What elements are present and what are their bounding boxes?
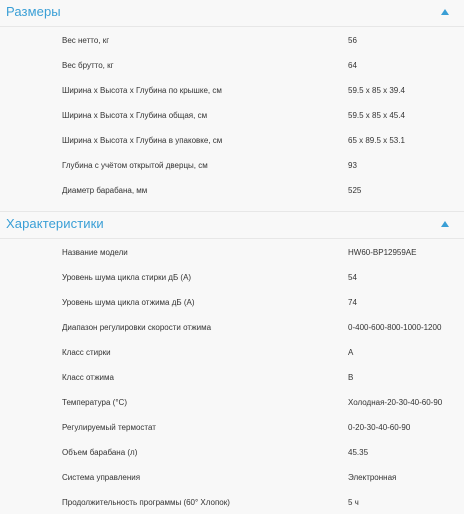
spec-row [0, 177, 464, 202]
spec-label: Продолжительность программы (60° Хлопок) [62, 498, 230, 507]
section-header-specs[interactable] [0, 211, 464, 239]
spec-row [0, 102, 464, 127]
spec-label: Вес брутто, кг [62, 61, 114, 70]
spec-value: Электронная [348, 473, 397, 482]
triangle-up-icon[interactable] [440, 7, 450, 17]
spec-value: 45.35 [348, 448, 369, 457]
spec-row [0, 152, 464, 177]
spec-row [0, 77, 464, 102]
spec-row [0, 127, 464, 152]
spec-row [0, 289, 464, 314]
spec-row [0, 489, 464, 514]
spec-row [0, 364, 464, 389]
spec-row [0, 339, 464, 364]
spec-label: Диапазон регулировки скорости отжима [62, 323, 212, 332]
spec-label: Диаметр барабана, мм [62, 186, 148, 195]
spec-value: A [348, 348, 354, 357]
triangle-up-icon[interactable] [440, 219, 450, 229]
spec-row [0, 464, 464, 489]
spec-label: Объем барабана (л) [62, 448, 138, 457]
spec-label: Система управления [62, 473, 141, 482]
spec-label: Температура (°C) [62, 398, 127, 407]
spec-label: Регулируемый термостат [62, 423, 156, 432]
spec-label: Ширина х Высота х Глубина в упаковке, см [62, 136, 223, 145]
spec-row [0, 389, 464, 414]
spec-label: Ширина х Высота х Глубина общая, см [62, 111, 208, 120]
spec-label: Класс стирки [62, 348, 111, 357]
section-title: Размеры [6, 4, 61, 19]
spec-row [0, 239, 464, 264]
spec-value: HW60-BP12959AE [348, 248, 417, 257]
spec-label: Ширина х Высота х Глубина по крышке, см [62, 86, 222, 95]
spec-label: Класс отжима [62, 373, 114, 382]
spec-value: 5 ч [348, 498, 359, 507]
spec-value: 59.5 x 85 x 45.4 [348, 111, 405, 120]
section-title: Характеристики [6, 216, 104, 231]
spec-row [0, 439, 464, 464]
spec-label: Вес нетто, кг [62, 36, 110, 45]
spec-label: Название модели [62, 248, 128, 257]
spec-label: Глубина с учётом открытой дверцы, см [62, 161, 208, 170]
spec-value: 65 x 89.5 x 53.1 [348, 136, 405, 145]
spec-value: 0-400-600-800-1000-1200 [348, 323, 442, 332]
spec-row [0, 27, 464, 52]
spec-value: 93 [348, 161, 357, 170]
spec-row [0, 314, 464, 339]
section-specs [0, 211, 464, 514]
spec-value: 74 [348, 298, 357, 307]
spec-value: B [348, 373, 354, 382]
spec-label: Уровень шума цикла стирки дБ (А) [62, 273, 192, 282]
spec-value: 59.5 x 85 x 39.4 [348, 86, 405, 95]
section-header-sizes[interactable] [0, 0, 464, 27]
spec-row [0, 414, 464, 439]
spec-value: 64 [348, 61, 357, 70]
spec-row [0, 52, 464, 77]
section-sizes [0, 0, 464, 202]
spec-value: 0-20-30-40-60-90 [348, 423, 411, 432]
spec-row [0, 264, 464, 289]
spec-value: Холодная-20-30-40-60-90 [348, 398, 443, 407]
spec-value: 56 [348, 36, 357, 45]
spec-value: 525 [348, 186, 362, 195]
spec-label: Уровень шума цикла отжима дБ (А) [62, 298, 195, 307]
spec-value: 54 [348, 273, 357, 282]
